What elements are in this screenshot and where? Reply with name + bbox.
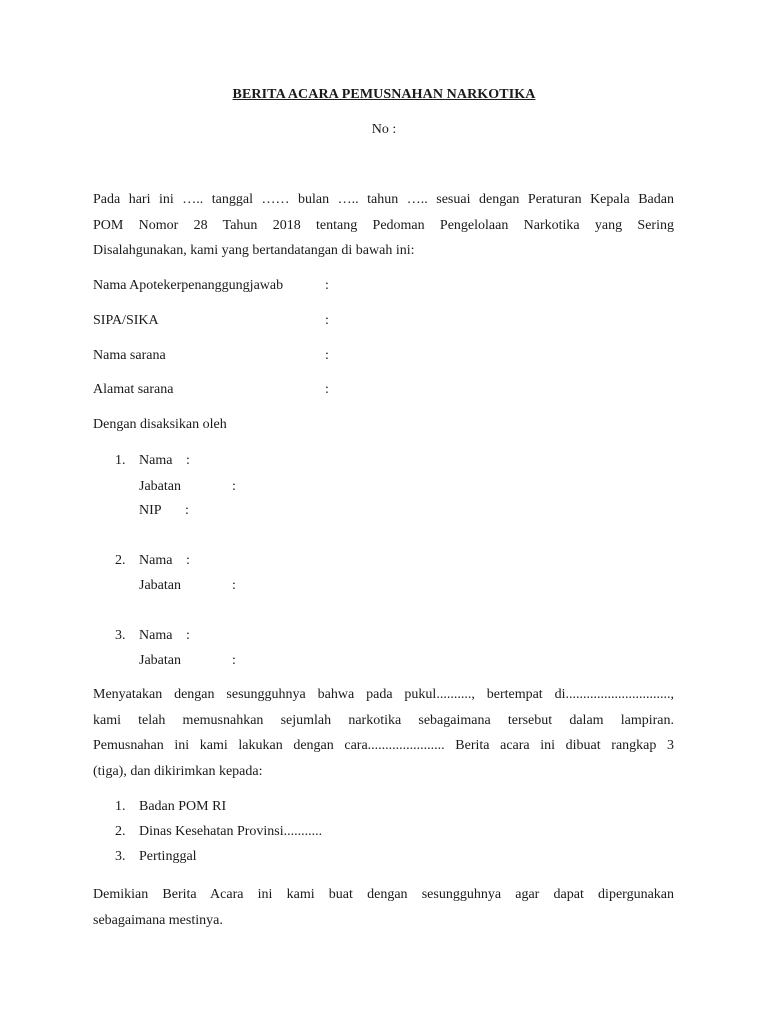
document-title: BERITA ACARA PEMUSNAHAN NARKOTIKA — [232, 87, 536, 102]
witness-intro: Dengan disaksikan oleh — [93, 417, 227, 432]
intro-paragraph — [93, 187, 674, 264]
recipient-number: 1. — [115, 799, 126, 814]
witness-jabatan-label: Jabatan — [139, 479, 181, 494]
witness-nip-colon: : — [185, 503, 189, 518]
statement-line: Menyatakan dengan sesungguhnya bahwa pada pukul.........., bertempat di.............................., — [93, 687, 674, 702]
recipient-text: Dinas Kesehatan Provinsi........... — [139, 824, 323, 839]
field-colon: : — [325, 382, 329, 397]
closing-line: sebagaimana mestinya. — [93, 912, 223, 928]
statement-paragraph — [93, 682, 674, 784]
witness-nip-label: NIP — [139, 503, 162, 518]
witness-nama-label: Nama — [139, 628, 173, 643]
witness-nama-label: Nama — [139, 453, 173, 468]
witness-jabatan-label: Jabatan — [139, 578, 181, 593]
document-number: No : — [371, 122, 397, 137]
closing-line: Demikian Berita Acara ini kami buat dengan sesungguhnya agar dapat dipergunakan — [93, 887, 674, 902]
intro-line: Disalahgunakan, kami yang bertandatangan di bawah ini: — [93, 243, 415, 258]
witness-number: 2. — [115, 553, 126, 568]
intro-line: Pada hari ini ….. tanggal …… bulan ….. tahun ….. sesuai dengan Peraturan Kepala Badan — [93, 192, 674, 207]
witness-nama-colon: : — [186, 628, 190, 643]
statement-line: kami telah memusnahkan sejumlah narkotika sebagaimana tersebut dalam lampiran. — [93, 712, 674, 728]
witness-nama-colon: : — [186, 553, 190, 568]
witness-number: 3. — [115, 628, 126, 643]
recipient-text: Badan POM RI — [139, 799, 227, 814]
field-colon: : — [325, 313, 329, 328]
witness-nama-colon: : — [186, 453, 190, 468]
recipient-text: Pertinggal — [139, 849, 197, 864]
field-label-sipa: SIPA/SIKA — [93, 313, 159, 328]
witness-jabatan-colon: : — [232, 653, 236, 668]
witness-jabatan-colon: : — [232, 479, 236, 494]
witness-number: 1. — [115, 453, 126, 468]
field-label-apoteker: Nama Apotekerpenanggungjawab — [93, 278, 284, 293]
recipient-number: 2. — [115, 824, 126, 839]
closing-paragraph — [93, 882, 674, 933]
statement-line: (tiga), dan dikirimkan kepada: — [93, 763, 263, 779]
field-colon: : — [325, 278, 329, 293]
field-label-alamat-sarana: Alamat sarana — [93, 382, 174, 397]
intro-line: POM Nomor 28 Tahun 2018 tentang Pedoman Pengelolaan Narkotika yang Sering — [93, 217, 674, 233]
witness-jabatan-colon: : — [232, 578, 236, 593]
field-label-nama-sarana: Nama sarana — [93, 348, 166, 363]
witness-jabatan-label: Jabatan — [139, 653, 181, 668]
witness-nama-label: Nama — [139, 553, 173, 568]
statement-line: Pemusnahan ini kami lakukan dengan cara...................... Berita acara ini dibuat rangkap 3 — [93, 738, 674, 753]
field-colon: : — [325, 348, 329, 363]
recipient-number: 3. — [115, 849, 126, 864]
